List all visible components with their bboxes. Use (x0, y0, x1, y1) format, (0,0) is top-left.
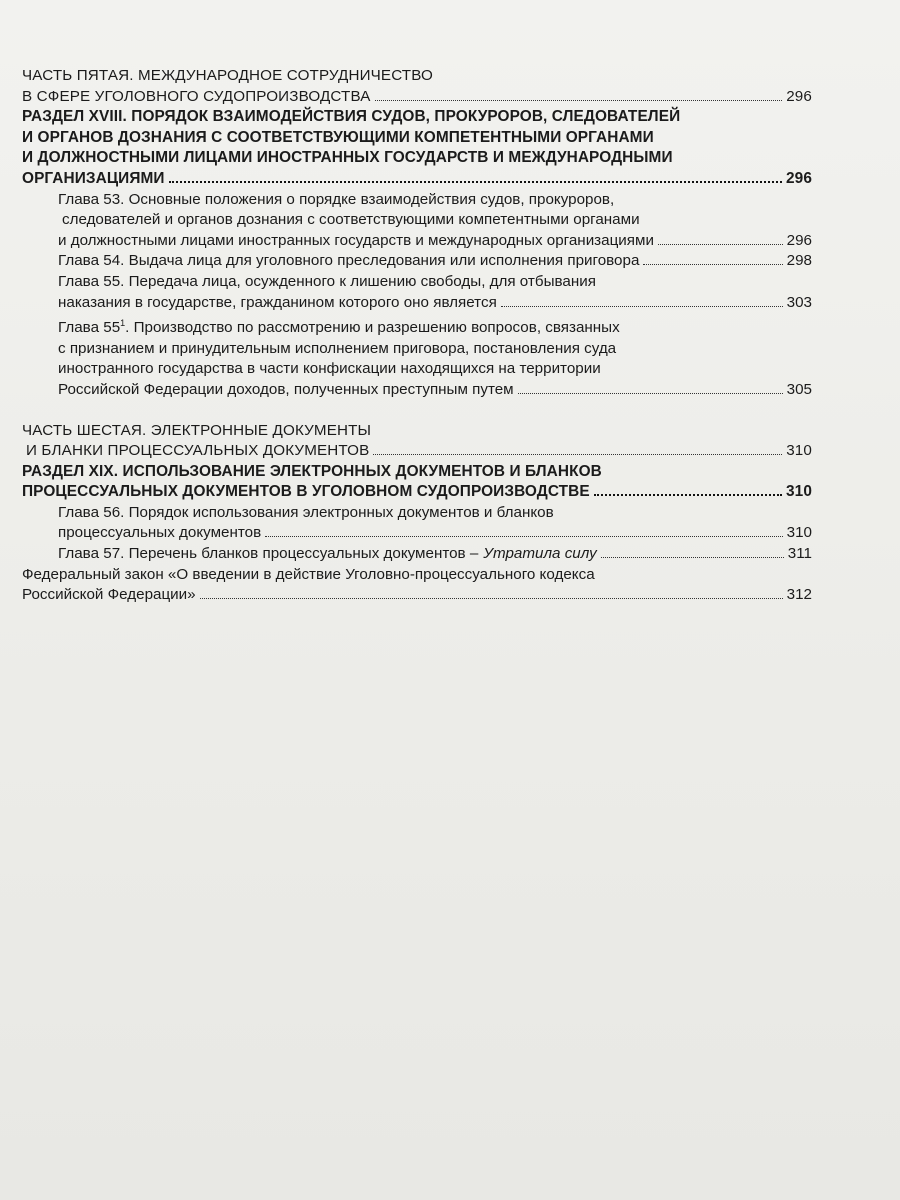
dot-leader (375, 100, 783, 101)
dot-leader (501, 306, 783, 307)
federal-law-title-line-2: Российской Федерации» (22, 586, 196, 604)
spacer (22, 401, 812, 421)
dot-leader (518, 393, 783, 394)
toc-chapter-55[interactable] (22, 272, 812, 313)
page-number: 310 (786, 442, 812, 460)
chapter-53-title-line-2: следователей и органов дознания с соответствующими компетентными органами (62, 211, 640, 229)
toc-chapter-54[interactable] (22, 251, 812, 272)
chapter-54-title: Глава 54. Выдача лица для уголовного преследования или исполнения приговора (58, 252, 640, 270)
toc-section-18[interactable] (22, 107, 812, 189)
section-18-title-line-4: ОРГАНИЗАЦИЯМИ (22, 169, 165, 187)
toc-federal-law[interactable] (22, 565, 812, 606)
chapter-53-title-line-3: и должностными лицами иностранных государств и международных организациями (58, 231, 654, 249)
dot-leader (200, 598, 783, 599)
chapter-55-1-prefix: Глава 55 (58, 319, 121, 337)
page-number: 305 (786, 380, 812, 398)
page-number: 310 (786, 483, 812, 501)
dot-leader (658, 244, 783, 245)
toc-chapter-56[interactable] (22, 503, 812, 544)
dot-leader (643, 264, 782, 265)
bleed-through-imprint (120, 590, 800, 1050)
dot-leader (373, 454, 782, 455)
table-of-contents (22, 66, 812, 606)
dot-leader (594, 494, 782, 496)
part-6-title-line-1: ЧАСТЬ ШЕСТАЯ. ЭЛЕКТРОННЫЕ ДОКУМЕНТЫ (22, 421, 372, 439)
chapter-53-title-line-1: Глава 53. Основные положения о порядке взаимодействия судов, прокуроров, (58, 190, 615, 208)
chapter-57-title: Глава 57. Перечень бланков процессуальных документов – (58, 545, 479, 563)
chapter-55-title-line-1: Глава 55. Передача лица, осужденного к лишению свободы, для отбывания (58, 272, 596, 290)
toc-section-19[interactable] (22, 462, 812, 503)
page-number: 296 (786, 231, 812, 249)
dot-leader (601, 557, 784, 558)
section-19-title-line-2: ПРОЦЕССУАЛЬНЫХ ДОКУМЕНТОВ В УГОЛОВНОМ СУДОПРОИЗВОДСТВЕ (22, 483, 590, 501)
chapter-55-1-title-line-1 (58, 313, 620, 339)
chapter-55-1-title-line-3: иностранного государства в части конфискации находящихся на территории (58, 360, 601, 378)
chapter-57-status: Утратила силу (483, 545, 597, 563)
dot-leader (169, 181, 782, 183)
chapter-55-1-title-line-2: с признанием и принудительным исполнением приговора, постановления суда (58, 339, 617, 357)
section-18-title-line-2: И ОРГАНОВ ДОЗНАНИЯ С СООТВЕТСТВУЮЩИМИ КОМПЕТЕНТНЫМИ ОРГАНАМИ (22, 128, 654, 146)
page-number: 311 (787, 545, 812, 563)
part-6-title-line-2: И БЛАНКИ ПРОЦЕССУАЛЬНЫХ ДОКУМЕНТОВ (26, 442, 370, 460)
part-5-title-line-1: ЧАСТЬ ПЯТАЯ. МЕЖДУНАРОДНОЕ СОТРУДНИЧЕСТВО (22, 67, 433, 84)
chapter-55-title-line-2: наказания в государстве, гражданином которого оно является (58, 293, 497, 311)
chapter-56-title-line-1: Глава 56. Порядок использования электронных документов и бланков (58, 503, 554, 521)
chapter-55-1-superscript: 1 (120, 318, 126, 329)
section-18-title-line-1: РАЗДЕЛ XVIII. ПОРЯДОК ВЗАИМОДЕЙСТВИЯ СУДОВ, ПРОКУРОРОВ, СЛЕДОВАТЕЛЕЙ (22, 108, 681, 126)
chapter-55-1-title-rest: . Производство по рассмотрению и разрешению вопросов, связанных (125, 319, 620, 337)
toc-chapter-55-1[interactable] (22, 313, 812, 400)
chapter-56-title-line-2: процессуальных документов (58, 524, 262, 542)
page-number: 312 (786, 586, 812, 604)
page-number: 296 (786, 169, 812, 187)
page-number: 310 (786, 524, 812, 542)
toc-part-5[interactable] (22, 66, 812, 107)
dot-leader (265, 536, 782, 537)
chapter-55-1-title-line-4: Российской Федерации доходов, полученных преступным путем (58, 380, 514, 398)
part-5-title-line-2: В СФЕРЕ УГОЛОВНОГО СУДОПРОИЗВОДСТВА (22, 87, 371, 105)
page-number: 303 (786, 293, 812, 311)
page-number: 296 (786, 87, 812, 105)
section-19-title-line-1: РАЗДЕЛ XIX. ИСПОЛЬЗОВАНИЕ ЭЛЕКТРОННЫХ ДОКУМЕНТОВ И БЛАНКОВ (22, 462, 602, 480)
toc-chapter-57[interactable] (22, 544, 812, 565)
toc-part-6[interactable] (22, 421, 812, 462)
toc-chapter-53[interactable] (22, 190, 812, 252)
page-number: 298 (786, 252, 812, 270)
federal-law-title-line-1: Федеральный закон «О введении в действие Уголовно-процессуального кодекса (22, 565, 595, 583)
section-18-title-line-3: И ДОЛЖНОСТНЫМИ ЛИЦАМИ ИНОСТРАННЫХ ГОСУДАРСТВ И МЕЖДУНАРОДНЫМИ (22, 149, 673, 167)
